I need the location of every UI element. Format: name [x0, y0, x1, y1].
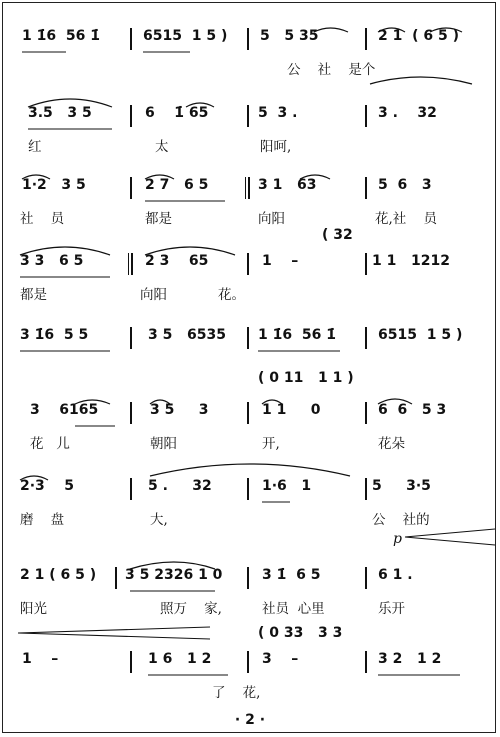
- barline: [130, 28, 132, 50]
- barline: [247, 402, 249, 424]
- lyric-text: 朝阳: [150, 436, 177, 452]
- lyric-text: 向阳: [140, 287, 167, 303]
- measure-notes: 3 2 1 2: [378, 651, 442, 667]
- measure-notes: 3.5 3 5: [28, 105, 92, 121]
- measure-notes: 1 1 0: [262, 402, 321, 418]
- measure-notes: 6515 1 5 ): [143, 28, 228, 44]
- barline: [365, 651, 367, 673]
- measure-notes: 2 3 65: [145, 253, 209, 269]
- lyric-text: 乐开: [378, 601, 405, 617]
- page-number: · 2 ·: [234, 712, 266, 728]
- lyric-text: 社员 心里: [262, 601, 325, 617]
- barline: [247, 105, 249, 127]
- measure-notes: 1 6 1 2: [148, 651, 212, 667]
- measure-notes: 2 1 ( 6 5 ): [20, 567, 97, 583]
- measure-notes: 5 6 3: [378, 177, 432, 193]
- measure-notes: 1 1 1212: [372, 253, 450, 269]
- instrumental-annotation: ( 0 33 3 3: [258, 625, 343, 641]
- measure-notes: 2 1 ( 6 5 ): [378, 28, 460, 44]
- measure-notes: 6 6 5 3: [378, 402, 447, 418]
- lyric-text: 了 花,: [212, 685, 261, 701]
- lyric-text: 太: [155, 139, 169, 155]
- barline: [247, 28, 249, 50]
- lyric-text: 大,: [150, 512, 168, 528]
- lyric-text: 花。: [218, 287, 245, 303]
- measure-notes: 1 –: [262, 253, 299, 269]
- measure-notes: 6 1̇ 65: [145, 105, 209, 121]
- measure-notes: 5 3·5: [372, 478, 431, 494]
- barline: [365, 478, 367, 500]
- lyric-text: 开,: [262, 436, 280, 452]
- lyric-text: 红: [28, 139, 42, 155]
- measure-notes: 3 6165: [30, 402, 99, 418]
- measure-notes: 1 –: [22, 651, 59, 667]
- lyric-text: 花朵: [378, 436, 405, 452]
- lyric-text: 社 员: [20, 211, 65, 227]
- barline: [365, 402, 367, 424]
- measure-notes: 3 . 32: [378, 105, 437, 121]
- lyric-text: 公 社的: [372, 512, 430, 528]
- lyric-text: 花 儿: [30, 436, 70, 452]
- lyric-text: 阳呵,: [260, 139, 292, 155]
- barline: [247, 327, 249, 349]
- lyric-text: 照万 家,: [160, 601, 222, 617]
- barline: [130, 651, 132, 673]
- measure-notes: 2 7 6 5: [145, 177, 209, 193]
- barline: [115, 567, 117, 589]
- barline: [365, 327, 367, 349]
- measure-notes: 6515 1 5 ): [378, 327, 463, 343]
- measure-notes: 1·6 1: [262, 478, 312, 494]
- measure-notes: 3 5 3: [150, 402, 209, 418]
- measure-notes: 5 3 .: [258, 105, 298, 121]
- measure-notes: 1·2 3 5: [22, 177, 86, 193]
- measure-notes: 3 1̇6 5 5: [20, 327, 89, 343]
- barline: [247, 651, 249, 673]
- barline: [365, 177, 367, 199]
- barline: [245, 177, 250, 199]
- barline: [130, 327, 132, 349]
- barline: [365, 567, 367, 589]
- measure-notes: 1 1̇6 56 1̇: [258, 327, 336, 343]
- measure-notes: 6 1 .: [378, 567, 413, 583]
- barline: [365, 253, 367, 275]
- barline: [247, 478, 249, 500]
- barline: [247, 567, 249, 589]
- measure-notes: 3 5 2326 1 0: [125, 567, 223, 583]
- barline: [130, 105, 132, 127]
- barline: [130, 402, 132, 424]
- measure-notes: 5 . 32: [148, 478, 212, 494]
- measure-notes: 1 1̇6 56 1̇: [22, 28, 100, 44]
- barline: [365, 28, 367, 50]
- barline: [365, 105, 367, 127]
- measure-notes: 3 3 6 5: [20, 253, 84, 269]
- barline: [130, 177, 132, 199]
- instrumental-annotation: ( 32: [322, 227, 353, 243]
- lyric-text: 阳光: [20, 601, 47, 617]
- measure-notes: 3 1 63: [258, 177, 317, 193]
- barline: [247, 253, 249, 275]
- lyric-text: 都是: [20, 287, 47, 303]
- measure-notes: 3 1̇ 6 5: [262, 567, 321, 583]
- dynamic-mark: p: [393, 531, 402, 547]
- measure-notes: 5 5 35: [260, 28, 319, 44]
- lyric-text: 公 社 是个: [287, 62, 376, 78]
- instrumental-annotation: ( 0 11 1 1 ): [258, 370, 354, 386]
- lyric-text: 花,社 员: [375, 211, 437, 227]
- barline: [128, 253, 133, 275]
- lyric-text: 磨 盘: [20, 512, 65, 528]
- lyric-text: 向阳: [258, 211, 285, 227]
- measure-notes: 3 –: [262, 651, 299, 667]
- barline: [130, 478, 132, 500]
- measure-notes: 3 5 6535: [148, 327, 226, 343]
- lyric-text: 都是: [145, 211, 172, 227]
- measure-notes: 2·3 5: [20, 478, 75, 494]
